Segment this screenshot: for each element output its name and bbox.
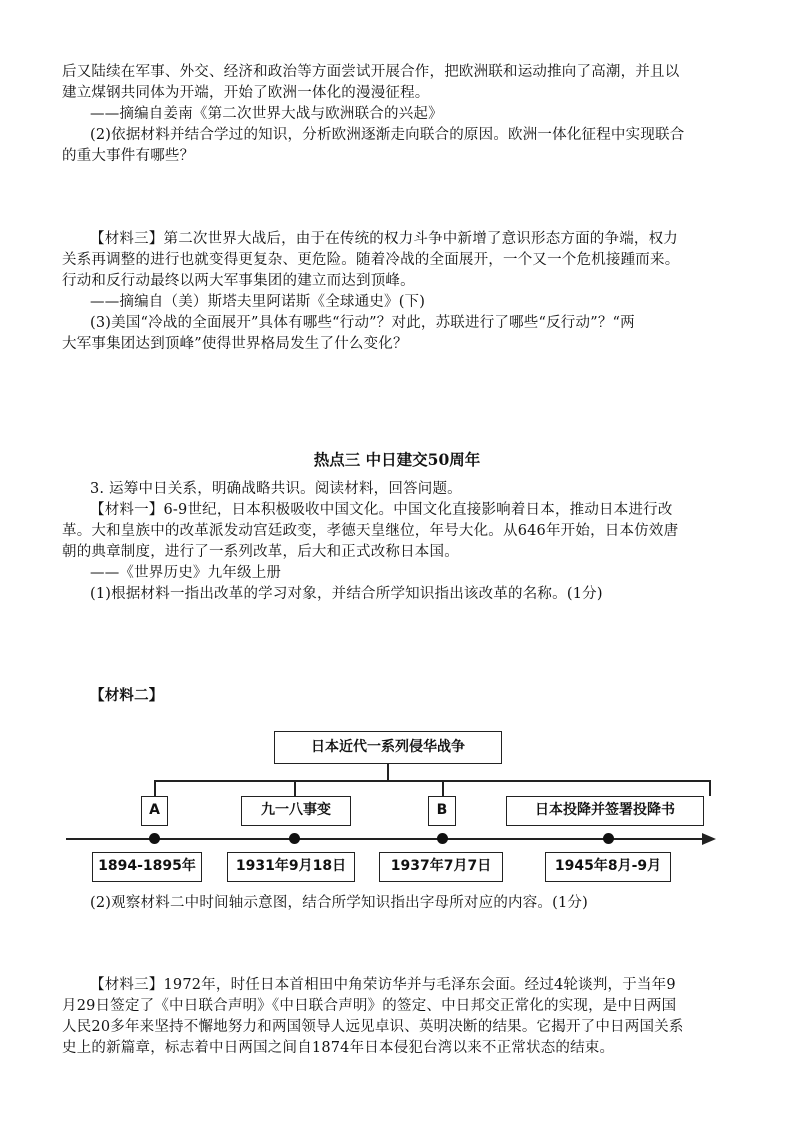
event-surrender: 日本投降并签署投降书 xyxy=(506,796,704,826)
date-label: 1931年9月18日 xyxy=(227,852,355,882)
text-line: 后又陆续在军事、外交、经济和政治等方面尝试开展合作，把欧洲联和运动推向了高潮，并且以 xyxy=(62,64,680,80)
timeline-dot xyxy=(603,833,614,844)
text-line: 人民20多年来坚持不懈地努力和两国领导人远见卓识、英明决断的结果。它揭开了中日两国关系 xyxy=(62,1019,684,1035)
date-label: 1945年8月-9月 xyxy=(545,852,671,882)
text-line: 月29日签定了《中日联合声明》《中日联合声明》的签定、中日邦交正常化的实现，是中日两国 xyxy=(62,998,677,1014)
material-2-label: 【材料二】 xyxy=(90,687,164,704)
text-line: 朝的典章制度，进行了一系列改革，后大和正式改称日本国。 xyxy=(62,544,459,560)
material-3-text: 【材料三】第二次世界大战后，由于在传统的权力斗争中新增了意识形态方面的争端，权力 xyxy=(90,231,678,247)
question-intro: 3. 运筹中日关系，明确战略共识。阅读材料，回答问题。 xyxy=(90,481,462,497)
event-mukden: 九一八事变 xyxy=(241,796,351,826)
citation: ——《世界历史》九年级上册 xyxy=(90,565,282,581)
text-line: 建立煤钢共同体为开端，开始了欧洲一体化的漫漫征程。 xyxy=(62,85,430,101)
text-line: 关系再调整的进行也就变得更复杂、更危险。随着冷战的全面展开，一个又一个危机接踵而来。 xyxy=(62,252,680,268)
text-line: 大军事集团达到顶峰”使得世界格局发生了什么变化？ xyxy=(62,336,408,352)
event-A: A xyxy=(141,796,168,826)
material-3b-text: 【材料三】1972年，时任日本首相田中角荣访华并与毛泽东会面。经过4轮谈判，于当年9 xyxy=(90,977,676,993)
timeline-dot xyxy=(149,833,160,844)
text-line: 行动和反行动最终以两大军事集团的建立而达到顶峰。 xyxy=(62,273,415,289)
arrow-head xyxy=(702,833,716,845)
citation: ——摘编自（美）斯塔夫里阿诺斯《全球通史》(下) xyxy=(90,294,426,310)
timeline-header: 日本近代一系列侵华战争 xyxy=(274,731,502,764)
question-2b: (2)观察材料二中时间轴示意图，结合所学知识指出字母所对应的内容。(1分) xyxy=(90,895,588,911)
event-B: B xyxy=(428,796,456,826)
text-line: 的重大事件有哪些？ xyxy=(62,148,195,164)
date-label: 1937年7月7日 xyxy=(379,852,503,882)
section-title: 热点三 中日建交50周年 xyxy=(313,450,481,469)
text-line: 革。大和皇族中的改革派发动宫廷政变，孝德天皇继位，年号大化。从646年开始，日本仿效唐 xyxy=(62,523,679,539)
text-line: 史上的新篇章，标志着中日两国之间自1874年日本侵犯台湾以来不正常状态的结束。 xyxy=(62,1040,615,1056)
date-label: 1894-1895年 xyxy=(92,852,202,882)
question-1: (1)根据材料一指出改革的学习对象，并结合所学知识指出该改革的名称。(1分) xyxy=(90,586,603,602)
timeline-dot xyxy=(437,833,448,844)
question-3: (3)美国“冷战的全面展开”具体有哪些“行动”？对此，苏联进行了哪些“反行动”？“两 xyxy=(90,315,635,331)
question-2: (2)依据材料并结合学过的知识，分析欧洲逐渐走向联合的原因。欧洲一体化征程中实现联合 xyxy=(90,127,685,143)
material-1-text: 【材料一】6-9世纪，日本积极吸收中国文化。中国文化直接影响着日本，推动日本进行改 xyxy=(90,502,673,518)
timeline-dot xyxy=(289,833,300,844)
citation: ——摘编自姜南《第二次世界大战与欧洲联合的兴起》 xyxy=(90,106,443,122)
